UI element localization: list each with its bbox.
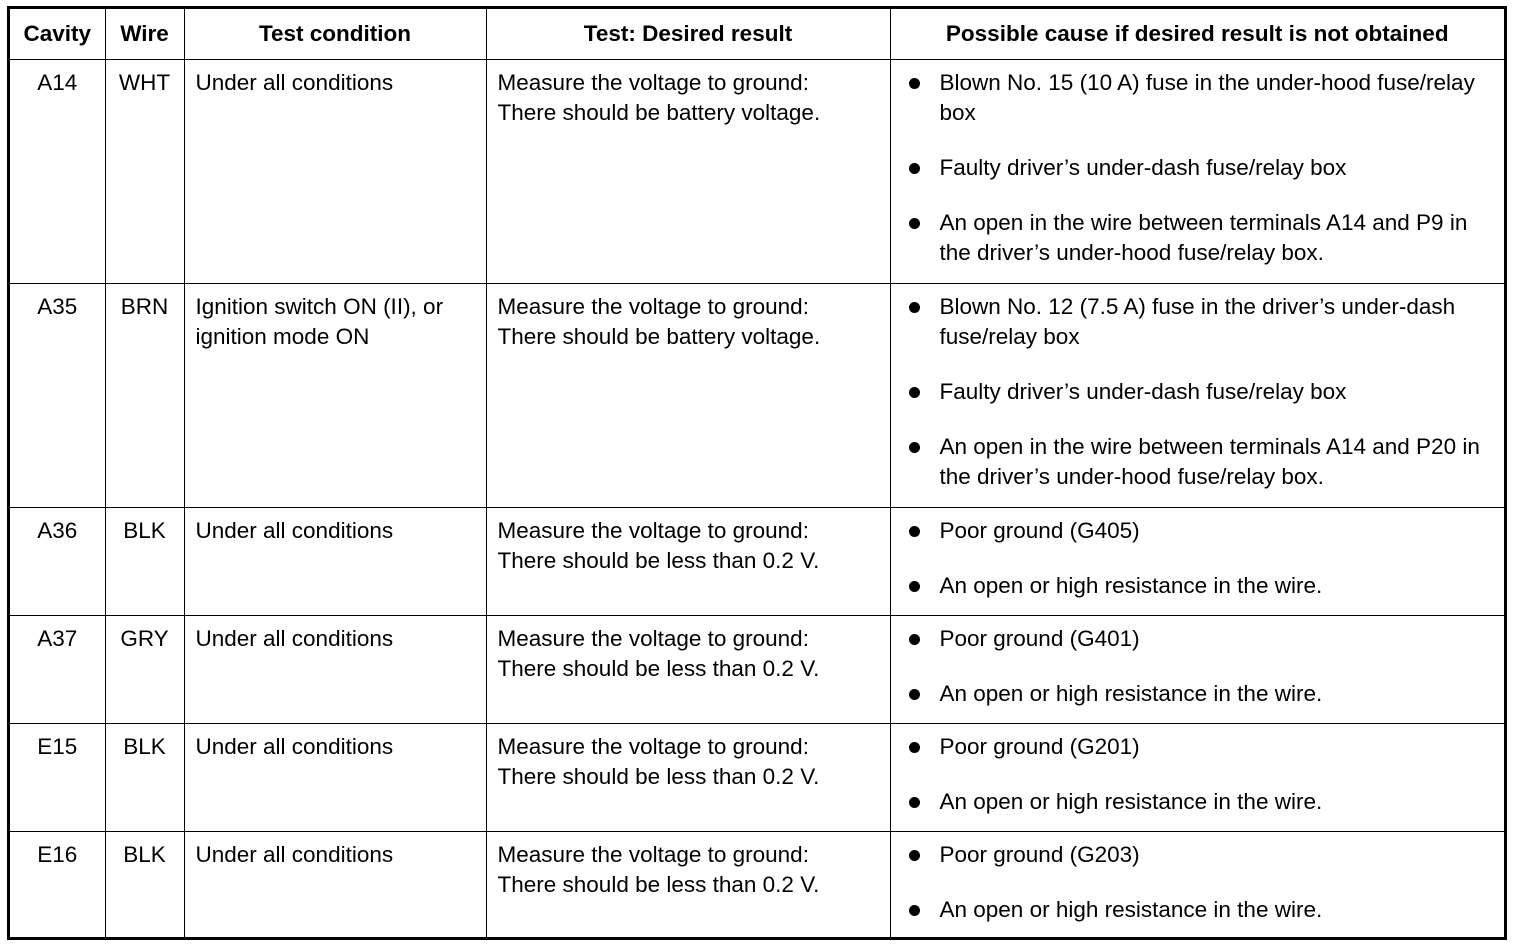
desired-result-cell [486, 508, 890, 616]
cause-item [909, 292, 1495, 352]
desired-result-line: There should be battery voltage. [497, 100, 821, 125]
wire-cell: BLK [105, 832, 184, 940]
diagnostic-table [10, 9, 1504, 940]
cause-item [909, 432, 1495, 492]
table-row [10, 832, 1504, 940]
bullet-icon [909, 163, 920, 174]
bullet-icon [909, 78, 920, 89]
possible-cause-cell [890, 284, 1504, 508]
desired-result-cell [486, 616, 890, 724]
desired-result-line: There should be less than 0.2 V. [497, 548, 820, 573]
bullet-icon [909, 689, 920, 700]
bullet-icon [909, 387, 920, 398]
cavity-cell: A36 [10, 508, 105, 616]
wire-cell: WHT [105, 60, 184, 284]
cause-text: An open or high resistance in the wire. [939, 681, 1323, 706]
cause-item [909, 208, 1495, 268]
header-wire: Wire [105, 9, 184, 60]
cause-item [909, 895, 1495, 925]
desired-result-line: There should be less than 0.2 V. [497, 656, 820, 681]
cavity-cell: A14 [10, 60, 105, 284]
cause-item [909, 153, 1495, 183]
desired-result-cell [486, 284, 890, 508]
header-row [10, 9, 1504, 60]
cause-item [909, 787, 1495, 817]
cause-text: Faulty driver’s under-dash fuse/relay box [939, 155, 1347, 180]
diagnostic-table-frame [7, 6, 1507, 940]
wire-cell: BLK [105, 508, 184, 616]
desired-result-cell [486, 832, 890, 940]
desired-result-cell [486, 724, 890, 832]
cause-item [909, 571, 1495, 601]
desired-result-line: There should be less than 0.2 V. [497, 872, 820, 897]
bullet-icon [909, 218, 920, 229]
bullet-icon [909, 742, 920, 753]
condition-cell: Under all conditions [184, 616, 486, 724]
desired-result-line: There should be battery voltage. [497, 324, 821, 349]
cause-text: Poor ground (G203) [939, 842, 1140, 867]
cause-item [909, 516, 1495, 546]
cavity-cell: E15 [10, 724, 105, 832]
bullet-icon [909, 797, 920, 808]
condition-cell: Under all conditions [184, 832, 486, 940]
cause-text: An open or high resistance in the wire. [939, 789, 1323, 814]
desired-result-line: Measure the voltage to ground: [497, 734, 809, 759]
bullet-icon [909, 905, 920, 916]
desired-result-line: Measure the voltage to ground: [497, 842, 809, 867]
bullet-icon [909, 850, 920, 861]
cavity-cell: A35 [10, 284, 105, 508]
cause-text: Faulty driver’s under-dash fuse/relay box [939, 379, 1347, 404]
condition-cell: Under all conditions [184, 60, 486, 284]
possible-cause-cell [890, 616, 1504, 724]
table-row [10, 508, 1504, 616]
possible-cause-cell [890, 508, 1504, 616]
bullet-icon [909, 634, 920, 645]
cause-text: An open in the wire between terminals A14 and P20 in the driver’s under-hood fuse/relay box. [939, 434, 1480, 489]
condition-cell: Ignition switch ON (II), or ignition mode ON [184, 284, 486, 508]
possible-cause-cell [890, 60, 1504, 284]
cause-text: An open or high resistance in the wire. [939, 897, 1323, 922]
bullet-icon [909, 581, 920, 592]
condition-cell: Under all conditions [184, 724, 486, 832]
table-row [10, 60, 1504, 284]
cause-item [909, 840, 1495, 870]
table-row [10, 616, 1504, 724]
cause-text: Blown No. 15 (10 A) fuse in the under-hood fuse/relay box [939, 70, 1475, 125]
wire-cell: BRN [105, 284, 184, 508]
desired-result-line: Measure the voltage to ground: [497, 70, 809, 95]
cause-item [909, 377, 1495, 407]
table-row [10, 724, 1504, 832]
cause-item [909, 624, 1495, 654]
wire-cell: BLK [105, 724, 184, 832]
table-row [10, 284, 1504, 508]
cause-text: An open in the wire between terminals A14 and P9 in the driver’s under-hood fuse/relay box. [939, 210, 1468, 265]
header-test-condition: Test condition [184, 9, 486, 60]
possible-cause-cell [890, 832, 1504, 940]
cavity-cell: E16 [10, 832, 105, 940]
header-desired-result: Test: Desired result [486, 9, 890, 60]
desired-result-line: Measure the voltage to ground: [497, 626, 809, 651]
cause-item [909, 679, 1495, 709]
cause-item [909, 68, 1495, 128]
possible-cause-cell [890, 724, 1504, 832]
bullet-icon [909, 526, 920, 537]
header-cavity: Cavity [10, 9, 105, 60]
desired-result-line: Measure the voltage to ground: [497, 294, 809, 319]
desired-result-line: Measure the voltage to ground: [497, 518, 809, 543]
bullet-icon [909, 302, 920, 313]
desired-result-line: There should be less than 0.2 V. [497, 764, 820, 789]
cause-item [909, 732, 1495, 762]
cause-text: An open or high resistance in the wire. [939, 573, 1323, 598]
cause-text: Blown No. 12 (7.5 A) fuse in the driver’s under-dash fuse/relay box [939, 294, 1456, 349]
desired-result-cell [486, 60, 890, 284]
cause-text: Poor ground (G405) [939, 518, 1140, 543]
condition-cell: Under all conditions [184, 508, 486, 616]
cause-text: Poor ground (G201) [939, 734, 1140, 759]
cause-text: Poor ground (G401) [939, 626, 1140, 651]
wire-cell: GRY [105, 616, 184, 724]
cavity-cell: A37 [10, 616, 105, 724]
header-possible-cause: Possible cause if desired result is not obtained [890, 9, 1504, 60]
bullet-icon [909, 442, 920, 453]
